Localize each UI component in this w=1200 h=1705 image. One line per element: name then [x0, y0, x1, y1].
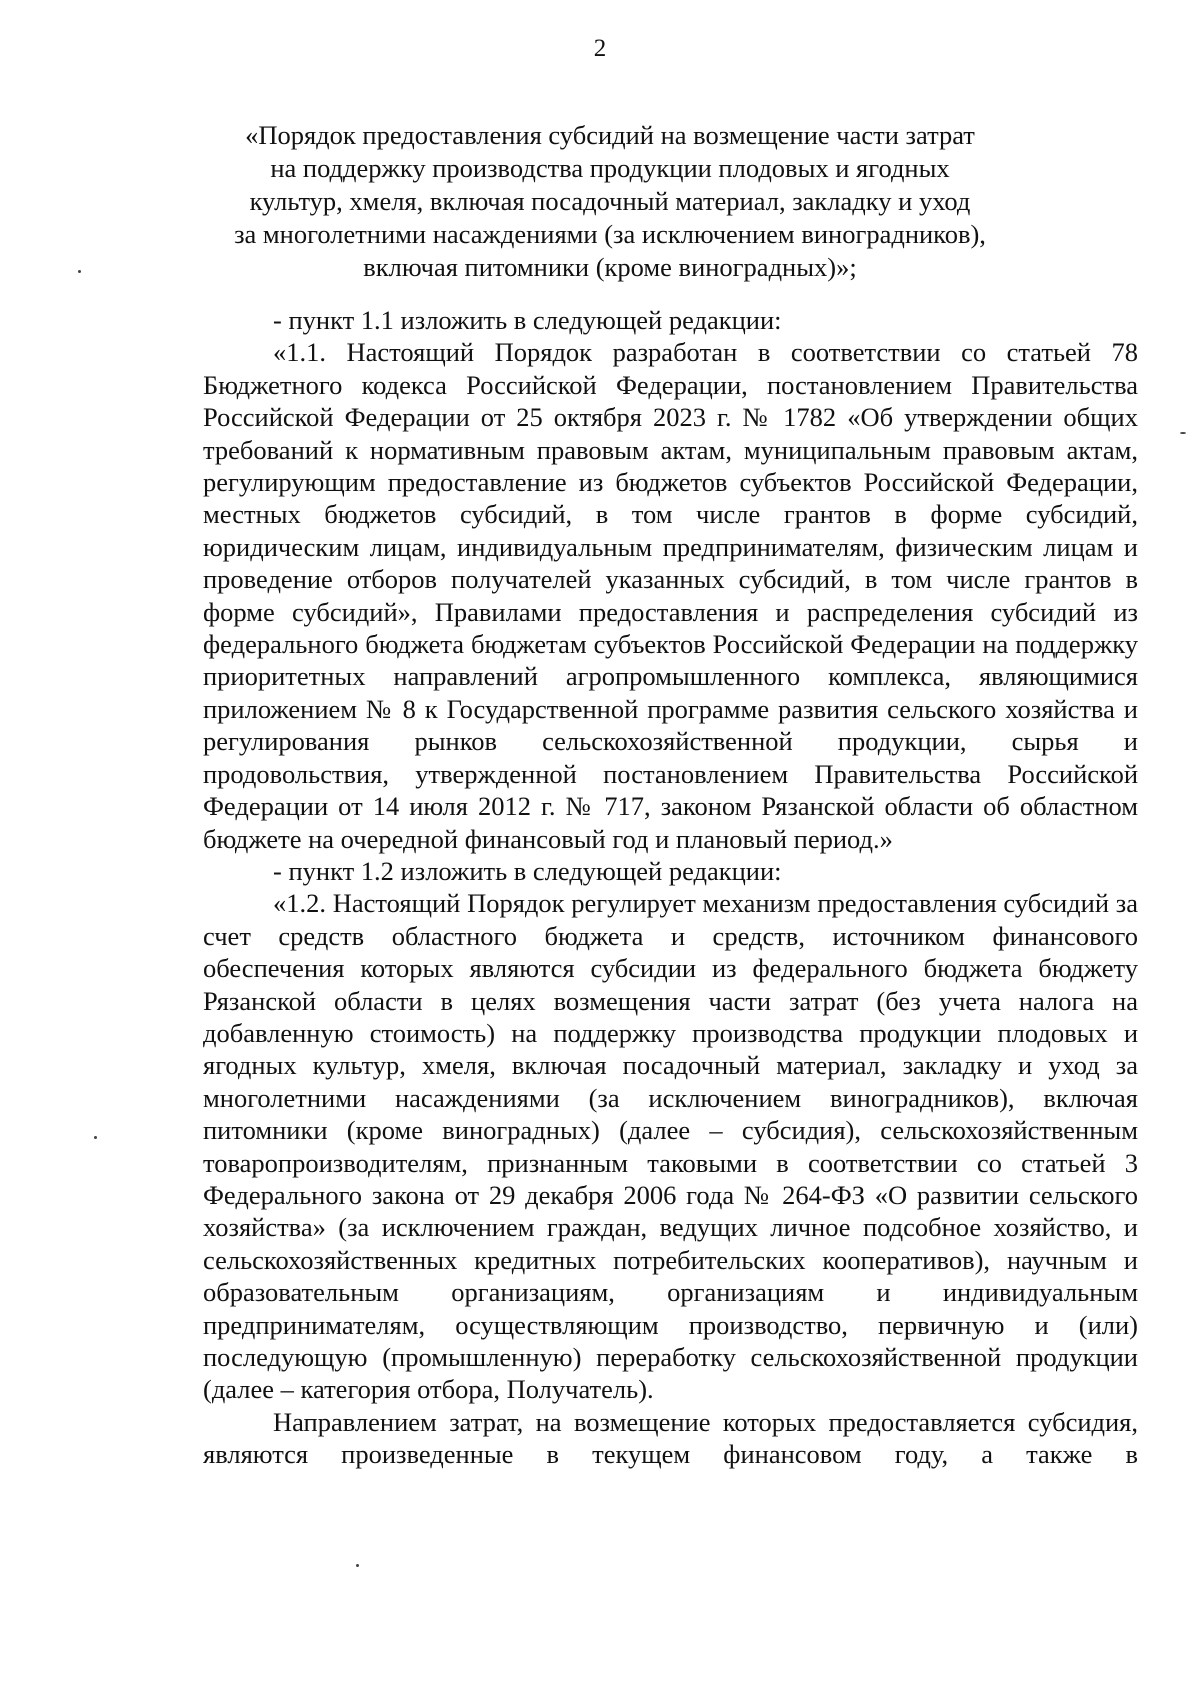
- instruction-clause-1-1: - пункт 1.1 изложить в следующей редакции:: [273, 305, 782, 335]
- instruction-clause-1-2: - пункт 1.2 изложить в следующей редакции:: [273, 855, 782, 886]
- order-title-line: за многолетними насаждениями (за исключением виноградников),: [234, 219, 986, 249]
- order-title-line: на поддержку производства продукции плодовых и ягодных: [270, 153, 950, 183]
- order-title: [180, 119, 1040, 284]
- clause-1-2-text: «1.2. Настоящий Порядок регулирует механизм предоставления субсидий за счет средств областного бюджета и средств, источником финансового обеспечения которых являются субсидии из федерального бюджета бюджету Рязанской области в целях возмещения части затрат (без учета налога на добавленную стоимость) на поддержку производства продукции плодовых и ягодных культур, хмеля, включая посадочный материал, закладку и уход за многолетними насаждениями (за исключением виноградников), включая питомники (кроме виноградных) (далее – субсидия), сельскохозяйственным товаропроизводителям, признанным таковыми в соответствии со статьей 3 Федерального закона от 29 декабря 2006 года № 264-ФЗ «О развитии сельского хозяйства» (за исключением граждан, ведущих личное подсобное хозяйство, и сельскохозяйственных кредитных потребительских кооперативов), научным и образовательным организациям, организациям и индивидуальным предпринимателям, осуществляющим производство, первичную и (или) последующую (промышленную) переработку сельскохозяйственной продукции (далее – категория отбора, Получатель).: [203, 888, 1138, 1405]
- scan-speck: [356, 1564, 359, 1567]
- order-title-line: культур, хмеля, включая посадочный материал, закладку и уход: [249, 186, 971, 216]
- order-title-line: включая питомники (кроме виноградных)»;: [363, 252, 857, 282]
- scan-speck: [1180, 432, 1186, 434]
- document-body: [203, 304, 1138, 1471]
- order-title-line: «Порядок предоставления субсидий на возмещение части затрат: [245, 120, 975, 150]
- clause-1-1-text: «1.1. Настоящий Порядок разработан в соответствии со статьей 78 Бюджетного кодекса Российской Федерации, постановлением Правительства Российской Федерации от 25 октября 2023 г. № 1782 «Об утверждении общих требований к нормативным правовым актам, муниципальным правовым актам, регулирующим предоставление из бюджетов субъектов Российской Федерации, местных бюджетов субсидий, в том числе грантов в форме субсидий, юридическим лицам, индивидуальным предпринимателям, физическим лицам и проведение отборов получателей указанных субсидий, в том числе грантов в форме субсидий», Правилами предоставления и распределения субсидий из федерального бюджета бюджетам субъектов Российской Федерации на поддержку приоритетных направлений агропромышленного комплекса, являющимися приложением № 8 к Государственной программе развития сельского хозяйства и регулирования рынков сельскохозяйственной продукции, сырья и продовольствия, утвержденной постановлением Правительства Российской Федерации от 14 июля 2012 г. № 717, законом Рязанской области об областном бюджете на очередной финансовый год и плановый период.»: [203, 337, 1138, 854]
- scan-speck: [78, 270, 81, 273]
- page-number: 2: [593, 35, 607, 62]
- cost-direction-paragraph: Направлением затрат, на возмещение которых предоставляется субсидия, являются произведенные в текущем финансовом году, а также в: [203, 1406, 1138, 1470]
- scan-speck: [94, 1136, 97, 1139]
